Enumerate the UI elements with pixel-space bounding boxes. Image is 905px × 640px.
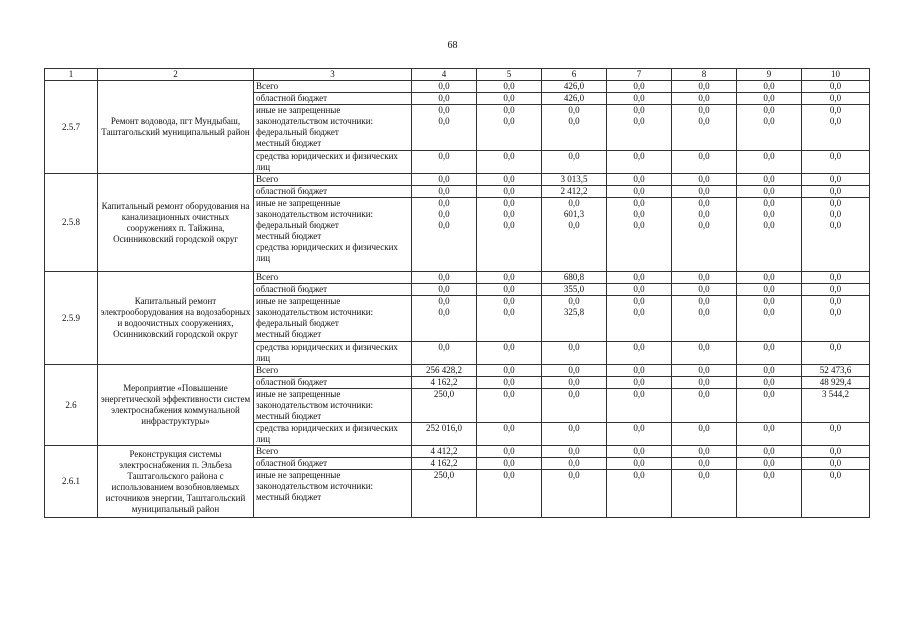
value-cell: 4 412,2 bbox=[412, 446, 477, 458]
column-header: 2 bbox=[98, 69, 254, 81]
value-cell: 0,0 bbox=[542, 389, 607, 423]
value-cell: 0,0 0,0 bbox=[737, 296, 802, 342]
value-cell: 0,0 bbox=[737, 284, 802, 296]
value-cell: 0,0 bbox=[542, 458, 607, 470]
value-cell: 0,0 bbox=[412, 284, 477, 296]
value-cell: 0,0 bbox=[672, 423, 737, 446]
funding-source-label: Всего bbox=[254, 446, 412, 458]
value-cell: 0,0 bbox=[802, 423, 870, 446]
value-cell: 0,0 bbox=[802, 174, 870, 186]
value-cell: 0,0 0,0 bbox=[542, 105, 607, 151]
value-cell: 0,0 bbox=[412, 272, 477, 284]
value-cell: 0,0 bbox=[607, 186, 672, 198]
page-number: 68 bbox=[447, 40, 458, 51]
value-cell: 0,0 bbox=[477, 423, 542, 446]
column-header: 10 bbox=[802, 69, 870, 81]
value-cell: 0,0 bbox=[737, 93, 802, 105]
value-cell: 0,0 bbox=[737, 272, 802, 284]
value-cell: 0,0 0,0 bbox=[802, 296, 870, 342]
value-cell: 0,0 0,0 0,0 bbox=[607, 198, 672, 272]
value-cell: 0,0 bbox=[672, 458, 737, 470]
value-cell: 0,0 bbox=[802, 81, 870, 93]
column-number-row bbox=[45, 69, 870, 81]
item-code: 2.5.8 bbox=[45, 174, 98, 272]
funding-source-label: средства юридических и физических лиц bbox=[254, 151, 412, 174]
table-row bbox=[45, 174, 870, 186]
value-cell: 0,0 bbox=[672, 446, 737, 458]
value-cell: 0,0 bbox=[737, 423, 802, 446]
item-code: 2.6.1 bbox=[45, 446, 98, 518]
table-row bbox=[45, 272, 870, 284]
item-name: Ремонт водовода, пгт Мундыбаш, Таштагольский муниципальный район bbox=[98, 81, 254, 174]
funding-source-label: Всего bbox=[254, 365, 412, 377]
value-cell: 0,0 bbox=[737, 151, 802, 174]
value-cell: 0,0 bbox=[737, 377, 802, 389]
value-cell: 52 473,6 bbox=[802, 365, 870, 377]
funding-source-label: областной бюджет bbox=[254, 186, 412, 198]
value-cell: 0,0 bbox=[607, 81, 672, 93]
value-cell: 0,0 bbox=[672, 93, 737, 105]
value-cell: 0,0 bbox=[542, 365, 607, 377]
value-cell: 4 162,2 bbox=[412, 458, 477, 470]
value-cell: 0,0 bbox=[607, 377, 672, 389]
value-cell: 0,0 bbox=[607, 470, 672, 518]
value-cell: 0,0 0,0 0,0 bbox=[802, 198, 870, 272]
value-cell: 0,0 0,0 0,0 bbox=[737, 198, 802, 272]
value-cell: 0,0 0,0 bbox=[412, 296, 477, 342]
item-code: 2.5.7 bbox=[45, 81, 98, 174]
value-cell: 355,0 bbox=[542, 284, 607, 296]
item-name: Мероприятие «Повышение энергетической эффективности систем электроснабжения коммунальной инфраструктуры» bbox=[98, 365, 254, 446]
value-cell: 0,0 bbox=[477, 284, 542, 296]
value-cell: 0,0 bbox=[802, 93, 870, 105]
value-cell: 0,0 bbox=[737, 81, 802, 93]
value-cell: 0,0 bbox=[802, 186, 870, 198]
value-cell: 0,0 bbox=[477, 446, 542, 458]
value-cell: 0,0 bbox=[607, 389, 672, 423]
value-cell: 0,0 bbox=[542, 446, 607, 458]
value-cell: 0,0 bbox=[477, 342, 542, 365]
value-cell: 0,0 bbox=[412, 151, 477, 174]
value-cell: 0,0 bbox=[477, 93, 542, 105]
value-cell: 0,0 bbox=[477, 186, 542, 198]
value-cell: 0,0 bbox=[607, 284, 672, 296]
value-cell: 0,0 bbox=[737, 174, 802, 186]
column-header: 7 bbox=[607, 69, 672, 81]
value-cell: 0,0 bbox=[412, 174, 477, 186]
column-header: 1 bbox=[45, 69, 98, 81]
item-name: Капитальный ремонт оборудования на канализационных очистных сооружениях п. Тайжина, Осинниковский городской округ bbox=[98, 174, 254, 272]
value-cell: 0,0 bbox=[672, 284, 737, 296]
value-cell: 3 544,2 bbox=[802, 389, 870, 423]
column-header: 3 bbox=[254, 69, 412, 81]
column-header: 9 bbox=[737, 69, 802, 81]
funding-source-label: средства юридических и физических лиц bbox=[254, 342, 412, 365]
value-cell: 0,0 bbox=[737, 186, 802, 198]
value-cell: 0,0 bbox=[672, 365, 737, 377]
value-cell: 0,0 bbox=[802, 151, 870, 174]
value-cell: 0,0 bbox=[542, 423, 607, 446]
funding-source-label: иные не запрещенные законодательством источники: федеральный бюджет местный бюджет bbox=[254, 105, 412, 151]
value-cell: 3 013,5 bbox=[542, 174, 607, 186]
column-header: 4 bbox=[412, 69, 477, 81]
value-cell: 0,0 0,0 0,0 bbox=[672, 198, 737, 272]
value-cell: 0,0 bbox=[802, 458, 870, 470]
column-header: 5 bbox=[477, 69, 542, 81]
funding-table bbox=[44, 68, 870, 518]
value-cell: 0,0 bbox=[672, 81, 737, 93]
table-row bbox=[45, 446, 870, 458]
funding-source-label: иные не запрещенные законодательством источники: местный бюджет bbox=[254, 389, 412, 423]
value-cell: 0,0 bbox=[737, 446, 802, 458]
funding-source-label: Всего bbox=[254, 174, 412, 186]
value-cell: 0,0 bbox=[477, 272, 542, 284]
value-cell: 0,0 bbox=[477, 365, 542, 377]
value-cell: 4 162,2 bbox=[412, 377, 477, 389]
value-cell: 0,0 0,0 bbox=[672, 105, 737, 151]
funding-source-label: иные не запрещенные законодательством источники: федеральный бюджет местный бюджет bbox=[254, 296, 412, 342]
funding-source-label: областной бюджет bbox=[254, 377, 412, 389]
value-cell: 0,0 0,0 0,0 bbox=[412, 198, 477, 272]
value-cell: 0,0 bbox=[737, 458, 802, 470]
value-cell: 0,0 601,3 0,0 bbox=[542, 198, 607, 272]
value-cell: 0,0 bbox=[607, 272, 672, 284]
value-cell: 0,0 bbox=[802, 284, 870, 296]
funding-source-label: Всего bbox=[254, 81, 412, 93]
value-cell: 0,0 bbox=[672, 470, 737, 518]
value-cell: 0,0 bbox=[412, 186, 477, 198]
value-cell: 0,0 bbox=[737, 342, 802, 365]
funding-source-label: областной бюджет bbox=[254, 458, 412, 470]
value-cell: 0,0 0,0 bbox=[737, 105, 802, 151]
value-cell: 0,0 bbox=[607, 342, 672, 365]
value-cell: 0,0 bbox=[607, 423, 672, 446]
value-cell: 0,0 bbox=[802, 470, 870, 518]
value-cell: 0,0 bbox=[412, 93, 477, 105]
value-cell: 252 016,0 bbox=[412, 423, 477, 446]
value-cell: 256 428,2 bbox=[412, 365, 477, 377]
value-cell: 0,0 bbox=[542, 377, 607, 389]
funding-source-label: областной бюджет bbox=[254, 284, 412, 296]
value-cell: 426,0 bbox=[542, 93, 607, 105]
column-header: 6 bbox=[542, 69, 607, 81]
value-cell: 0,0 bbox=[672, 186, 737, 198]
value-cell: 0,0 0,0 bbox=[412, 105, 477, 151]
value-cell: 0,0 bbox=[607, 365, 672, 377]
value-cell: 0,0 0,0 bbox=[802, 105, 870, 151]
value-cell: 0,0 bbox=[672, 272, 737, 284]
value-cell: 0,0 bbox=[737, 389, 802, 423]
value-cell: 0,0 bbox=[607, 174, 672, 186]
value-cell: 0,0 0,0 bbox=[477, 296, 542, 342]
value-cell: 2 412,2 bbox=[542, 186, 607, 198]
item-code: 2.5.9 bbox=[45, 272, 98, 365]
value-cell: 0,0 0,0 bbox=[607, 105, 672, 151]
value-cell: 0,0 0,0 bbox=[672, 296, 737, 342]
value-cell: 0,0 bbox=[672, 389, 737, 423]
value-cell: 0,0 0,0 bbox=[607, 296, 672, 342]
value-cell: 0,0 bbox=[672, 342, 737, 365]
value-cell: 0,0 bbox=[802, 342, 870, 365]
value-cell: 0,0 bbox=[477, 174, 542, 186]
value-cell: 0,0 bbox=[477, 377, 542, 389]
value-cell: 0,0 bbox=[542, 342, 607, 365]
value-cell: 0,0 bbox=[802, 446, 870, 458]
funding-source-label: средства юридических и физических лиц bbox=[254, 423, 412, 446]
funding-source-label: Всего bbox=[254, 272, 412, 284]
value-cell: 0,0 bbox=[542, 151, 607, 174]
column-header: 8 bbox=[672, 69, 737, 81]
value-cell: 0,0 bbox=[737, 365, 802, 377]
value-cell: 0,0 bbox=[607, 446, 672, 458]
funding-source-label: иные не запрещенные законодательством источники: федеральный бюджет местный бюджет средства юридических и физических лиц bbox=[254, 198, 412, 272]
value-cell: 0,0 bbox=[607, 458, 672, 470]
value-cell: 0,0 bbox=[477, 470, 542, 518]
value-cell: 0,0 bbox=[672, 377, 737, 389]
item-name: Реконструкция системы электроснабжения п. Эльбеза Таштагольского района с использованием возобновляемых источников энергии, Таштагольский муниципальный район bbox=[98, 446, 254, 518]
table-row bbox=[45, 365, 870, 377]
value-cell: 0,0 bbox=[802, 272, 870, 284]
value-cell: 48 929,4 bbox=[802, 377, 870, 389]
funding-source-label: иные не запрещенные законодательством источники: местный бюджет bbox=[254, 470, 412, 518]
value-cell: 0,0 bbox=[477, 151, 542, 174]
value-cell: 0,0 bbox=[737, 470, 802, 518]
value-cell: 0,0 bbox=[542, 470, 607, 518]
value-cell: 0,0 bbox=[477, 389, 542, 423]
value-cell: 0,0 0,0 0,0 bbox=[477, 198, 542, 272]
value-cell: 250,0 bbox=[412, 470, 477, 518]
value-cell: 680,8 bbox=[542, 272, 607, 284]
value-cell: 0,0 bbox=[412, 81, 477, 93]
value-cell: 0,0 bbox=[607, 151, 672, 174]
value-cell: 0,0 bbox=[477, 458, 542, 470]
item-code: 2.6 bbox=[45, 365, 98, 446]
table-row bbox=[45, 81, 870, 93]
value-cell: 0,0 bbox=[607, 93, 672, 105]
value-cell: 0,0 bbox=[412, 342, 477, 365]
value-cell: 0,0 bbox=[477, 81, 542, 93]
value-cell: 426,0 bbox=[542, 81, 607, 93]
value-cell: 0,0 bbox=[672, 151, 737, 174]
value-cell: 250,0 bbox=[412, 389, 477, 423]
value-cell: 0,0 bbox=[672, 174, 737, 186]
funding-source-label: областной бюджет bbox=[254, 93, 412, 105]
item-name: Капитальный ремонт электрооборудования на водозаборных и водоочистных сооружениях, Осинниковский городской округ bbox=[98, 272, 254, 365]
value-cell: 0,0 325,8 bbox=[542, 296, 607, 342]
value-cell: 0,0 0,0 bbox=[477, 105, 542, 151]
